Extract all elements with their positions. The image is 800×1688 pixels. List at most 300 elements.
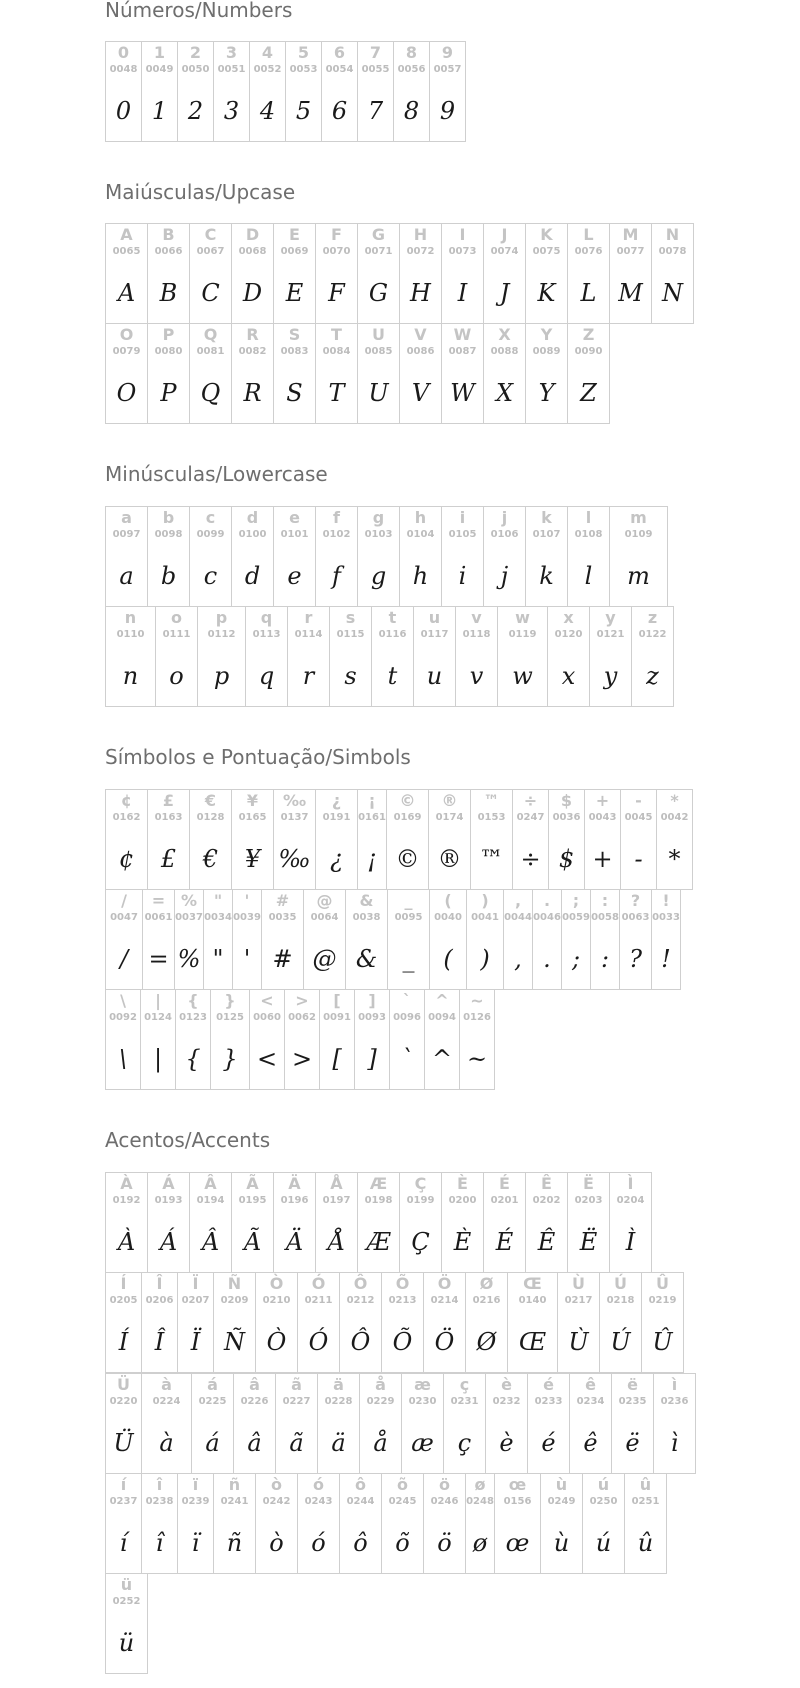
glyph-code: 0162 (112, 812, 141, 823)
glyph-char: Ó (311, 1274, 326, 1293)
glyph-cell (203, 889, 233, 990)
glyph-cell (177, 1473, 214, 1574)
glyph-cell (273, 223, 316, 324)
glyph-cell (233, 1373, 276, 1474)
glyph-cell (651, 889, 681, 990)
glyph-cell (315, 789, 358, 890)
glyph-sample: € (202, 845, 219, 873)
glyph-code: 0227 (282, 1396, 311, 1407)
glyph-row (105, 323, 610, 424)
glyph-code: 0156 (503, 1496, 532, 1507)
glyph-cell (389, 989, 425, 1090)
glyph-row (105, 1473, 667, 1574)
glyph-code: 0080 (154, 346, 183, 357)
glyph-char: Å (330, 1174, 343, 1193)
glyph-cell (213, 1272, 256, 1373)
glyph-char: ] (368, 991, 376, 1010)
glyph-cell (483, 323, 526, 424)
glyph-code: 0103 (364, 529, 393, 540)
glyph-char: X (498, 325, 511, 344)
glyph-code: 0039 (233, 912, 261, 923)
glyph-code: 0212 (346, 1295, 375, 1306)
glyph-char: ¢ (120, 791, 133, 810)
glyph-char: € (204, 791, 217, 810)
glyph-code: 0234 (576, 1396, 605, 1407)
glyph-char: ã (291, 1375, 302, 1394)
glyph-sample: 2 (187, 97, 204, 125)
glyph-char: Œ (523, 1274, 542, 1293)
glyph-sample: È (453, 1228, 472, 1256)
glyph-char: Ù (572, 1274, 585, 1293)
glyph-sample: W (450, 379, 475, 407)
glyph-code: 0052 (253, 64, 282, 75)
glyph-row (105, 1272, 684, 1373)
glyph-cell (303, 889, 346, 990)
glyph-sample: c (203, 562, 218, 590)
glyph-cell (189, 223, 232, 324)
glyph-sample: i (458, 562, 467, 590)
glyph-cell (105, 789, 148, 890)
glyph-char: x (563, 608, 574, 627)
glyph-sample: L (580, 279, 597, 307)
glyph-sample: œ (505, 1529, 530, 1557)
glyph-code: 0233 (534, 1396, 563, 1407)
glyph-code: 0207 (181, 1295, 210, 1306)
glyph-char: B (162, 225, 175, 244)
glyph-code: 0075 (532, 246, 561, 257)
glyph-cell (525, 1172, 568, 1273)
glyph-char: ê (585, 1375, 596, 1394)
glyph-code: 0042 (660, 812, 689, 823)
glyph-sample: ¡ (367, 845, 377, 873)
glyph-code: 0057 (433, 64, 462, 75)
glyph-char: q (260, 608, 273, 627)
glyph-cell (231, 1172, 274, 1273)
glyph-cell (105, 606, 156, 707)
glyph-cell (443, 1373, 486, 1474)
glyph-code: 0246 (430, 1496, 459, 1507)
glyph-code: 0100 (238, 529, 267, 540)
glyph-cell (231, 506, 274, 607)
glyph-code: 0241 (220, 1496, 249, 1507)
glyph-code: 0231 (450, 1396, 479, 1407)
glyph-cell (174, 889, 204, 990)
glyph-code: 0128 (196, 812, 225, 823)
glyph-cell (175, 989, 211, 1090)
glyph-code: 0097 (112, 529, 141, 540)
glyph-sample: T (328, 379, 345, 407)
glyph-sample: \ (118, 1045, 128, 1073)
glyph-cell (620, 789, 657, 890)
glyph-sample: M (618, 279, 643, 307)
glyph-code: 0248 (466, 1496, 494, 1507)
glyph-char: z (647, 608, 658, 627)
glyph-char: 4 (261, 43, 274, 62)
glyph-sample: a (119, 562, 134, 590)
glyph-char: ü (120, 1575, 133, 1594)
glyph-sample: ï (191, 1529, 200, 1557)
glyph-cell (357, 1172, 400, 1273)
glyph-sample: h (412, 562, 429, 590)
glyph-sample: @ (312, 945, 337, 973)
glyph-char: ; (572, 891, 580, 910)
glyph-sample: ¿ (330, 845, 343, 873)
glyph-cell (381, 1473, 424, 1574)
glyph-cell (231, 789, 274, 890)
glyph-sample: û (637, 1529, 654, 1557)
glyph-char: c (205, 508, 216, 527)
glyph-sample: { (185, 1045, 201, 1073)
glyph-char: I (459, 225, 466, 244)
glyph-code: 0121 (596, 629, 625, 640)
glyph-code: 0230 (408, 1396, 437, 1407)
glyph-char: Û (656, 1274, 669, 1293)
glyph-char: v (471, 608, 482, 627)
glyph-cell (656, 789, 693, 890)
glyph-sample: E (285, 279, 304, 307)
glyph-sample: g (370, 562, 387, 590)
glyph-sample: ñ (226, 1529, 243, 1557)
glyph-char: f (333, 508, 340, 527)
glyph-sample: Y (538, 379, 555, 407)
glyph-sample: p (213, 662, 230, 690)
glyph-sample: ^ (431, 1045, 453, 1073)
glyph-char: ú (597, 1475, 610, 1494)
glyph-sample: ò (269, 1529, 284, 1557)
glyph-sample: Ö (434, 1328, 455, 1356)
glyph-sample: â (247, 1429, 262, 1457)
glyph-cell (512, 789, 549, 890)
glyph-char: Í (120, 1274, 127, 1293)
glyph-cell (189, 506, 232, 607)
glyph-cell (525, 506, 568, 607)
glyph-sample: ¢ (118, 845, 135, 873)
glyph-sample: ) (480, 945, 490, 973)
glyph-char: W (453, 325, 472, 344)
glyph-cell (547, 606, 590, 707)
glyph-sample: Ç (411, 1228, 430, 1256)
glyph-cell (359, 1373, 402, 1474)
glyph-cell (424, 989, 460, 1090)
glyph-code: 0124 (144, 1012, 172, 1023)
glyph-char: Î (156, 1274, 163, 1293)
glyph-code: 0055 (361, 64, 390, 75)
glyph-char: Õ (395, 1274, 410, 1293)
glyph-char: á (207, 1375, 218, 1394)
glyph-sample: 8 (403, 97, 420, 125)
glyph-code: 0111 (162, 629, 191, 640)
glyph-cell (105, 223, 148, 324)
glyph-sample: : (600, 945, 610, 973)
glyph-cell (189, 789, 232, 890)
glyph-cell (140, 989, 176, 1090)
glyph-sample: Ô (350, 1328, 371, 1356)
glyph-sample: Ú (610, 1328, 631, 1356)
glyph-sample: / (119, 945, 129, 973)
glyph-row (105, 606, 674, 707)
glyph-cell (371, 606, 414, 707)
glyph-char: b (162, 508, 175, 527)
glyph-sample: m (627, 562, 650, 590)
glyph-code: 0236 (660, 1396, 689, 1407)
glyph-code: 0086 (406, 346, 435, 357)
glyph-code: 0045 (624, 812, 653, 823)
glyph-cell (527, 1373, 570, 1474)
glyph-code: 0098 (154, 529, 183, 540)
glyph-code: 0108 (574, 529, 603, 540)
glyph-char: F (331, 225, 342, 244)
section-title-symbols: Símbolos e Pontuação/Simbols (105, 745, 411, 769)
glyph-code: 0040 (434, 912, 462, 923)
glyph-sample: V (411, 379, 430, 407)
glyph-cell (387, 889, 430, 990)
glyph-code: 0214 (430, 1295, 459, 1306)
glyph-cell (357, 223, 400, 324)
glyph-code: 0041 (471, 912, 499, 923)
glyph-code: 0137 (280, 812, 309, 823)
glyph-char: j (501, 508, 508, 527)
glyph-char: < (260, 991, 274, 1010)
glyph-cell (297, 1473, 340, 1574)
glyph-char: 5 (297, 43, 310, 62)
glyph-code: 0068 (238, 246, 267, 257)
glyph-sample: X (495, 379, 514, 407)
glyph-code: 0106 (490, 529, 519, 540)
glyph-char: l (585, 508, 592, 527)
glyph-char: Q (203, 325, 218, 344)
glyph-cell (232, 889, 262, 990)
glyph-code: 0082 (238, 346, 267, 357)
glyph-cell (609, 223, 652, 324)
glyph-code: 0087 (448, 346, 477, 357)
glyph-sample: j (500, 562, 509, 590)
glyph-code: 0067 (196, 246, 225, 257)
glyph-sample: 4 (259, 97, 276, 125)
glyph-code: 0048 (109, 64, 138, 75)
glyph-char: w (515, 608, 530, 627)
glyph-char: à (161, 1375, 172, 1394)
glyph-char: 9 (441, 43, 454, 62)
glyph-sample: Æ (366, 1228, 391, 1256)
glyph-cell (273, 789, 316, 890)
glyph-code: 0125 (216, 1012, 244, 1023)
glyph-sample: _ (402, 945, 415, 973)
glyph-char: D (245, 225, 260, 244)
glyph-sample: ê (583, 1429, 598, 1457)
glyph-sample: ™ (479, 845, 504, 873)
glyph-cell (147, 789, 190, 890)
glyph-char: Ò (269, 1274, 284, 1293)
glyph-sample: , (514, 945, 522, 973)
glyph-code: 0104 (406, 529, 435, 540)
glyph-sample: > (291, 1045, 313, 1073)
glyph-cell (441, 1172, 484, 1273)
glyph-char: À (120, 1174, 133, 1193)
glyph-cell (567, 1172, 610, 1273)
glyph-cell (393, 41, 430, 142)
glyph-char: Ã (246, 1174, 259, 1193)
glyph-sample: G (368, 279, 389, 307)
glyph-char: P (162, 325, 175, 344)
glyph-char: © (399, 791, 416, 810)
glyph-cell (429, 889, 467, 990)
glyph-char: e (289, 508, 300, 527)
glyph-sample: è (499, 1429, 514, 1457)
glyph-cell (147, 506, 190, 607)
glyph-sample: £ (160, 845, 177, 873)
glyph-cell (381, 1272, 424, 1373)
glyph-sample: A (117, 279, 136, 307)
glyph-code: 0093 (358, 1012, 386, 1023)
glyph-code: 0119 (508, 629, 537, 640)
glyph-sample: ! (661, 945, 671, 973)
glyph-cell (507, 1272, 558, 1373)
glyph-char: ® (441, 791, 458, 810)
glyph-sample: ' (243, 945, 251, 973)
glyph-char: ¿ (331, 791, 342, 810)
glyph-sample: N (662, 279, 683, 307)
glyph-char: ù (555, 1475, 568, 1494)
glyph-sample: " (212, 945, 224, 973)
glyph-code: 0037 (175, 912, 203, 923)
glyph-code: 0102 (322, 529, 351, 540)
section-title-upcase: Maiúsculas/Upcase (105, 180, 296, 204)
glyph-code: 0117 (420, 629, 449, 640)
glyph-char: Z (582, 325, 595, 344)
glyph-cell (525, 223, 568, 324)
glyph-code: 0099 (196, 529, 225, 540)
glyph-code: 0101 (280, 529, 309, 540)
glyph-code: 0169 (393, 812, 422, 823)
glyph-sample: ø (472, 1529, 488, 1557)
glyph-char: ä (333, 1375, 344, 1394)
glyph-char: U (372, 325, 385, 344)
glyph-sample: õ (395, 1529, 410, 1557)
glyph-sample: k (539, 562, 554, 590)
glyph-sample: À (117, 1228, 136, 1256)
glyph-code: 0216 (472, 1295, 501, 1306)
glyph-code: 0210 (262, 1295, 291, 1306)
glyph-char: Ï (192, 1274, 199, 1293)
glyph-code: 0251 (631, 1496, 660, 1507)
glyph-sample: Û (652, 1328, 673, 1356)
glyph-sample: & (355, 945, 378, 973)
glyph-cell (651, 223, 694, 324)
glyph-sample: 0 (115, 97, 132, 125)
glyph-code: 0060 (253, 1012, 281, 1023)
glyph-char: i (459, 508, 466, 527)
glyph-code: 0050 (181, 64, 210, 75)
glyph-char: C (204, 225, 217, 244)
glyph-code: 0116 (378, 629, 407, 640)
glyph-code: 0217 (564, 1295, 593, 1306)
glyph-char: Ä (288, 1174, 301, 1193)
glyph-code: 0035 (268, 912, 297, 923)
glyph-sample: à (159, 1429, 174, 1457)
glyph-sample: ö (437, 1529, 452, 1557)
glyph-cell (141, 1473, 178, 1574)
glyph-code: 0110 (116, 629, 145, 640)
glyph-sample: Â (201, 1228, 220, 1256)
glyph-char: ) (481, 891, 489, 910)
glyph-cell (285, 41, 322, 142)
glyph-cell (317, 1373, 360, 1474)
glyph-code: 0202 (532, 1195, 561, 1206)
glyph-char: - (635, 791, 642, 810)
glyph-sample: F (328, 279, 345, 307)
glyph-sample: - (634, 845, 643, 873)
glyph-sample: S (286, 379, 303, 407)
glyph-char: > (295, 991, 309, 1010)
glyph-sample: v (469, 662, 484, 690)
glyph-char: Ô (353, 1274, 368, 1293)
glyph-char: Ö (437, 1274, 452, 1293)
glyph-code: 0203 (574, 1195, 603, 1206)
glyph-cell (465, 1272, 508, 1373)
glyph-code: 0085 (364, 346, 393, 357)
glyph-code: 0201 (490, 1195, 519, 1206)
glyph-cell (540, 1473, 583, 1574)
glyph-code: 0033 (652, 912, 680, 923)
glyph-cell (213, 41, 250, 142)
glyph-cell (255, 1473, 298, 1574)
glyph-char: m (630, 508, 647, 527)
glyph-sample: f (332, 562, 341, 590)
glyph-cell (399, 323, 442, 424)
glyph-cell (275, 1373, 318, 1474)
glyph-code: 0066 (154, 246, 183, 257)
section-title-accents: Acentos/Accents (105, 1128, 271, 1152)
glyph-row (105, 789, 693, 890)
glyph-row (105, 1172, 652, 1273)
glyph-cell (483, 506, 526, 607)
glyph-sample: ü (118, 1629, 135, 1657)
glyph-code: 0051 (217, 64, 246, 75)
glyph-char: S (288, 325, 301, 344)
glyph-char: * (670, 791, 679, 810)
glyph-cell (561, 889, 591, 990)
glyph-char: R (246, 325, 259, 344)
glyph-cell (105, 1172, 148, 1273)
glyph-cell (261, 889, 304, 990)
glyph-cell (589, 606, 632, 707)
glyph-sample: ] (367, 1045, 377, 1073)
glyph-cell (483, 1172, 526, 1273)
glyph-char: ^ (435, 991, 449, 1010)
glyph-sample: á (205, 1429, 220, 1457)
glyph-sample: ® (437, 845, 462, 873)
glyph-code: 0225 (198, 1396, 227, 1407)
glyph-char: Ø (479, 1274, 494, 1293)
glyph-code: 0109 (624, 529, 653, 540)
glyph-row (105, 506, 668, 607)
glyph-code: 0044 (504, 912, 532, 923)
glyph-code: 0211 (304, 1295, 333, 1306)
glyph-code: 0038 (352, 912, 381, 923)
glyph-sample: ( (443, 945, 453, 973)
glyph-cell (141, 41, 178, 142)
glyph-char: ` (403, 991, 411, 1010)
glyph-code: 0064 (310, 912, 339, 923)
glyph-cell (567, 323, 610, 424)
glyph-sample: e (287, 562, 302, 590)
glyph-cell (339, 1473, 382, 1574)
glyph-char: H (413, 225, 428, 244)
glyph-sample: å (373, 1429, 388, 1457)
glyph-char: ó (313, 1475, 324, 1494)
glyph-cell (315, 506, 358, 607)
glyph-code: 0213 (388, 1295, 417, 1306)
